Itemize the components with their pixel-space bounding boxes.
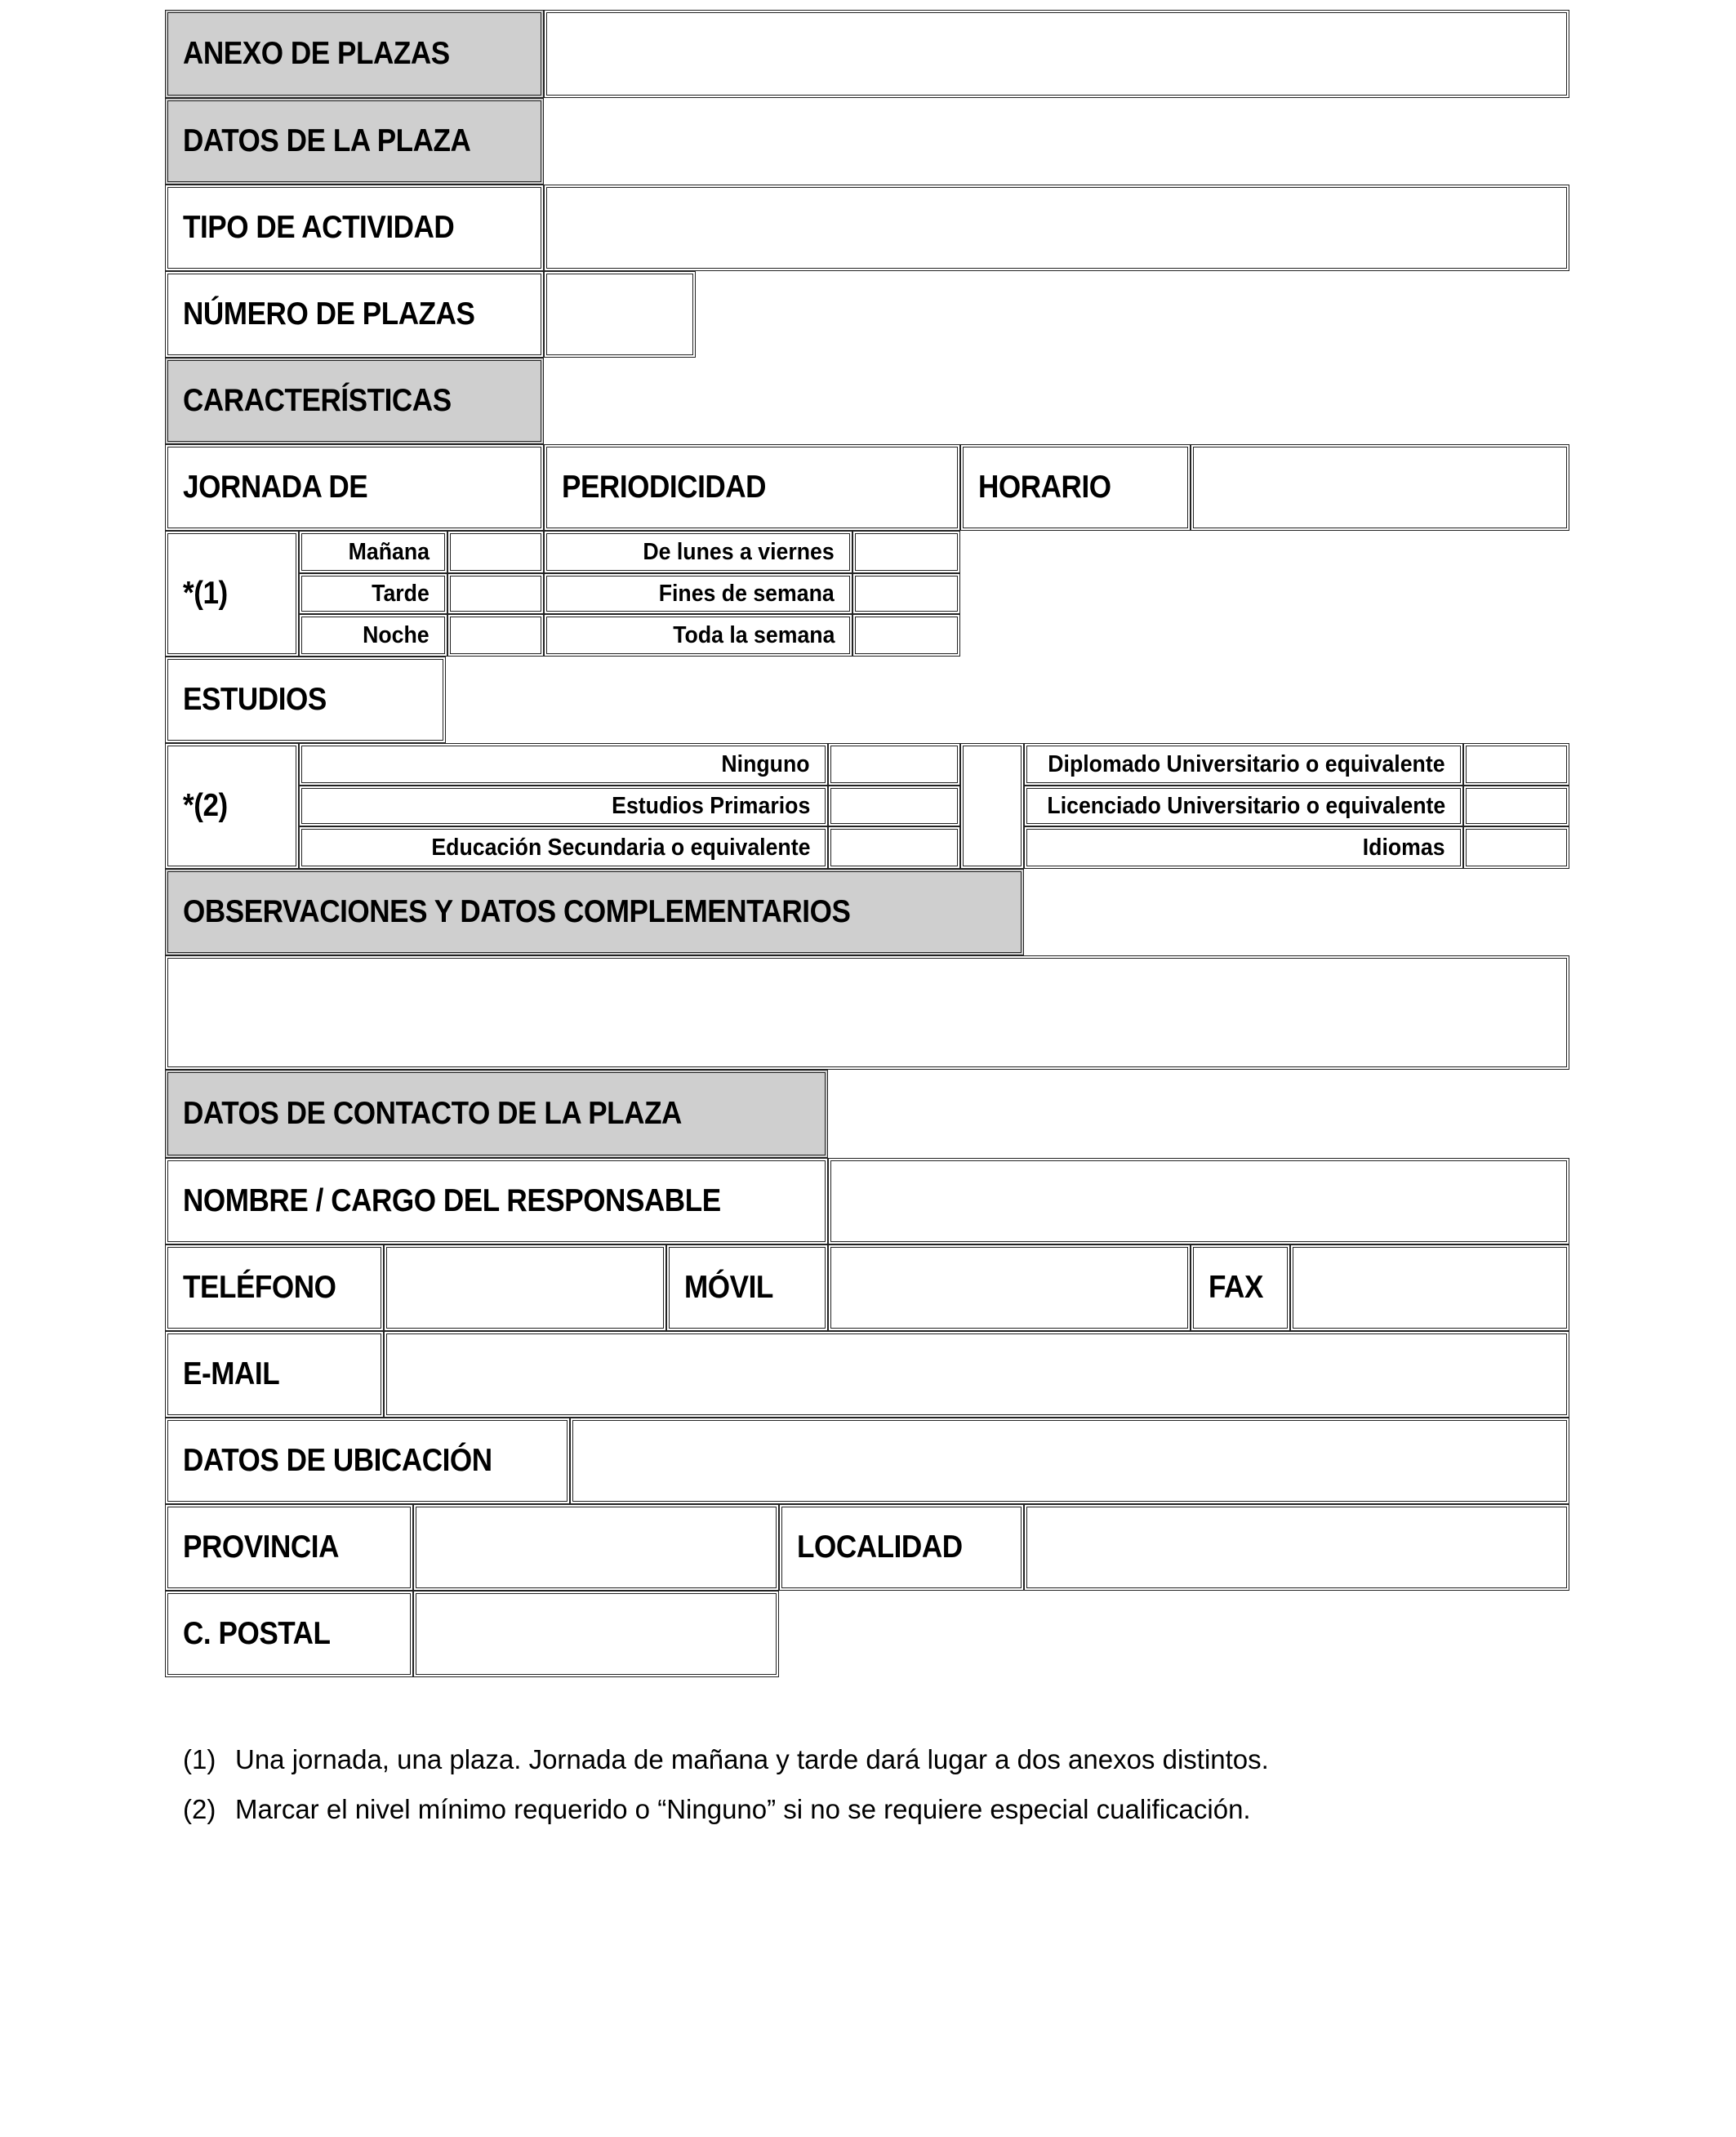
localidad-label	[779, 1504, 1024, 1591]
telefono-text: TELÉFONO	[183, 1270, 336, 1305]
tipo-actividad-field[interactable]	[544, 185, 1569, 271]
provincia-field[interactable]	[413, 1504, 779, 1591]
diplomado-text: Diplomado Universitario o equivalente	[1048, 750, 1445, 777]
primarios-checkbox[interactable]	[828, 786, 960, 826]
telefono-label	[165, 1244, 384, 1331]
lunes-viernes-label	[544, 531, 852, 573]
periodicidad-label	[544, 444, 960, 531]
toda-semana-text: Toda la semana	[672, 621, 835, 648]
movil-label	[666, 1244, 828, 1331]
c-postal-field[interactable]	[413, 1591, 779, 1677]
jornada-label	[165, 444, 544, 531]
caracteristicas-heading	[165, 358, 544, 444]
idiomas-text: Idiomas	[1363, 834, 1445, 861]
anexo-plazas-text: ANEXO DE PLAZAS	[183, 36, 450, 71]
footnote-1-number: (1)	[183, 1744, 216, 1774]
toda-semana-label	[544, 614, 852, 657]
email-text: E-MAIL	[183, 1356, 280, 1391]
datos-ubicacion-text: DATOS DE UBICACIÓN	[183, 1443, 492, 1478]
tarde-checkbox[interactable]	[447, 573, 544, 614]
fax-text: FAX	[1209, 1270, 1263, 1305]
datos-plaza-heading	[165, 98, 544, 185]
horario-text: HORARIO	[978, 470, 1111, 505]
secundaria-text: Educación Secundaria o equivalente	[430, 834, 810, 861]
mark-2-text: *(2)	[183, 788, 228, 823]
anexo-plazas-label	[165, 10, 544, 98]
footnote-2	[183, 1794, 1251, 1825]
noche-label	[299, 614, 447, 657]
diplomado-label	[1024, 743, 1463, 786]
estudios-label	[165, 657, 446, 743]
footnote-1-text: Una jornada, una plaza. Jornada de mañana y tarde dará lugar a dos anexos distintos.	[235, 1744, 1269, 1774]
secundaria-checkbox[interactable]	[828, 826, 960, 869]
secundaria-label	[299, 826, 828, 869]
datos-contacto-heading	[165, 1070, 828, 1158]
datos-contacto-text: DATOS DE CONTACTO DE LA PLAZA	[183, 1096, 682, 1131]
observaciones-text: OBSERVACIONES Y DATOS COMPLEMENTARIOS	[183, 894, 851, 929]
fax-field[interactable]	[1290, 1244, 1569, 1331]
diplomado-checkbox[interactable]	[1463, 743, 1569, 786]
provincia-label	[165, 1504, 413, 1591]
numero-plazas-text: NÚMERO DE PLAZAS	[183, 296, 475, 332]
ninguno-text: Ninguno	[721, 750, 810, 777]
fax-label	[1191, 1244, 1290, 1331]
noche-checkbox[interactable]	[447, 614, 544, 657]
jornada-text: JORNADA DE	[183, 470, 368, 505]
studies-spacer	[960, 743, 1024, 869]
lunes-viernes-checkbox[interactable]	[852, 531, 960, 573]
numero-plazas-field[interactable]	[544, 271, 696, 358]
tipo-actividad-label	[165, 185, 544, 271]
tarde-text: Tarde	[372, 580, 430, 607]
fines-semana-checkbox[interactable]	[852, 573, 960, 614]
mark-2	[165, 743, 299, 869]
localidad-field[interactable]	[1024, 1504, 1569, 1591]
footnote-1	[183, 1744, 1269, 1775]
mark-1-text: *(1)	[183, 576, 228, 611]
ninguno-checkbox[interactable]	[828, 743, 960, 786]
manana-text: Mañana	[348, 538, 430, 565]
horario-label	[960, 444, 1191, 531]
idiomas-label	[1024, 826, 1463, 869]
footnote-2-text: Marcar el nivel mínimo requerido o “Ninguno” si no se requiere especial cualificación.	[235, 1794, 1251, 1824]
lunes-viernes-text: De lunes a viernes	[643, 538, 835, 565]
idiomas-checkbox[interactable]	[1463, 826, 1569, 869]
primarios-label	[299, 786, 828, 826]
observaciones-field[interactable]	[165, 955, 1569, 1070]
manana-checkbox[interactable]	[447, 531, 544, 573]
primarios-text: Estudios Primarios	[611, 792, 810, 819]
noche-text: Noche	[363, 621, 430, 648]
email-field[interactable]	[384, 1331, 1569, 1418]
anexo-plazas-field[interactable]	[544, 10, 1569, 98]
datos-plaza-text: DATOS DE LA PLAZA	[183, 123, 471, 158]
caracteristicas-text: CARACTERÍSTICAS	[183, 383, 452, 418]
footnote-2-number: (2)	[183, 1794, 216, 1824]
c-postal-label	[165, 1591, 413, 1677]
licenciado-checkbox[interactable]	[1463, 786, 1569, 826]
datos-ubicacion-label	[165, 1418, 570, 1504]
tipo-actividad-text: TIPO DE ACTIVIDAD	[183, 210, 455, 245]
movil-field[interactable]	[828, 1244, 1191, 1331]
observaciones-heading	[165, 869, 1024, 955]
mark-1	[165, 531, 299, 657]
tarde-label	[299, 573, 447, 614]
email-label	[165, 1331, 384, 1418]
fines-semana-label	[544, 573, 852, 614]
movil-text: MÓVIL	[684, 1270, 773, 1305]
telefono-field[interactable]	[384, 1244, 666, 1331]
horario-field[interactable]	[1191, 444, 1569, 531]
nombre-cargo-text: NOMBRE / CARGO DEL RESPONSABLE	[183, 1183, 721, 1218]
estudios-text: ESTUDIOS	[183, 682, 327, 717]
numero-plazas-label	[165, 271, 544, 358]
c-postal-text: C. POSTAL	[183, 1616, 331, 1651]
localidad-text: LOCALIDAD	[797, 1529, 963, 1565]
datos-ubicacion-field[interactable]	[570, 1418, 1569, 1504]
manana-label	[299, 531, 447, 573]
licenciado-text: Licenciado Universitario o equivalente	[1047, 792, 1445, 819]
periodicidad-text: PERIODICIDAD	[562, 470, 767, 505]
toda-semana-checkbox[interactable]	[852, 614, 960, 657]
licenciado-label	[1024, 786, 1463, 826]
fines-semana-text: Fines de semana	[658, 580, 835, 607]
nombre-cargo-label	[165, 1158, 828, 1244]
provincia-text: PROVINCIA	[183, 1529, 339, 1565]
ninguno-label	[299, 743, 828, 786]
nombre-cargo-field[interactable]	[828, 1158, 1569, 1244]
